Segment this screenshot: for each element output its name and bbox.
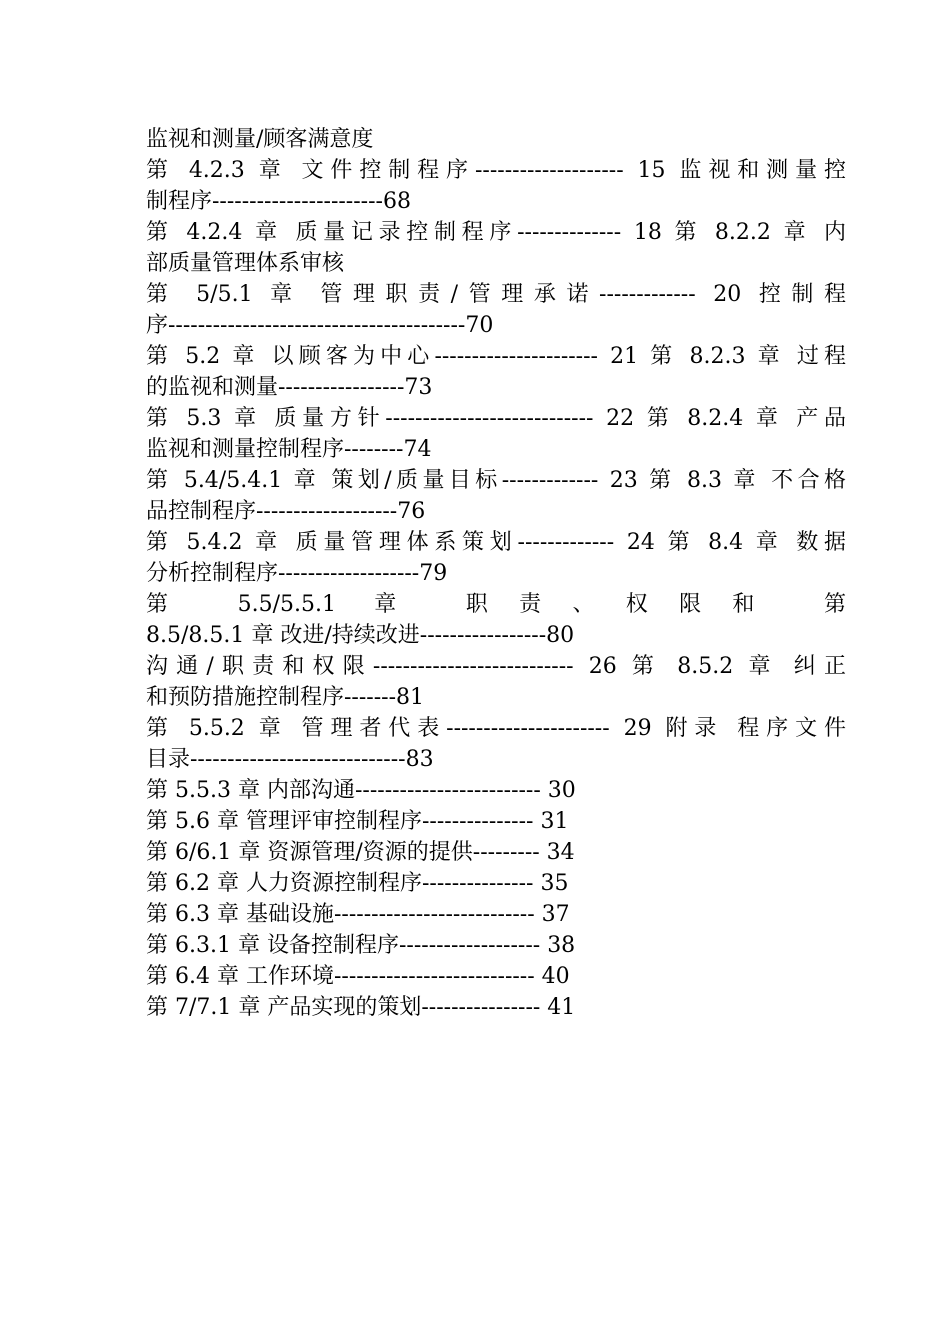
toc-line: 第 5/5.1 章 管理职责/管理承诺------------- 20 控制程 (146, 282, 846, 307)
toc-line: 第 5.5.2 章 管理者代表---------------------- 29 附录 程序文件 (146, 716, 846, 741)
toc-line: 沟通/职责和权限--------------------------- 26 第 8.5.2 章 纠正 (146, 654, 846, 679)
toc-line: 第 5.2 章 以顾客为中心---------------------- 21 第 8.2.3 章 过程 (146, 344, 846, 369)
toc-line: 制程序-----------------------68 (146, 189, 411, 214)
toc-line: 监视和测量/顾客满意度 (146, 127, 374, 152)
toc-line: 的监视和测量-----------------73 (146, 375, 433, 400)
toc-line: 分析控制程序-------------------79 (146, 561, 448, 586)
toc-line: 第 4.2.4 章 质量记录控制程序-------------- 18 第 8.2.2 章 内 (146, 220, 846, 245)
toc-line: 第 5.5.3 章 内部沟通------------------------- 30 (146, 778, 576, 803)
toc-line: 第 5.5/5.5.1 章 职责、权限和 第 (146, 592, 846, 617)
toc-line: 第 6.3.1 章 设备控制程序------------------- 38 (146, 933, 576, 958)
toc-line: 目录-----------------------------83 (146, 747, 434, 772)
toc-line: 序----------------------------------------70 (146, 313, 494, 338)
toc-line: 第 7/7.1 章 产品实现的策划---------------- 41 (146, 995, 576, 1020)
toc-line: 第 5.4/5.4.1 章 策划/质量目标------------- 23 第 8.3 章 不合格 (146, 468, 846, 493)
toc-line: 第 6.3 章 基础设施--------------------------- 37 (146, 902, 570, 927)
toc-line: 第 5.4.2 章 质量管理体系策划------------- 24 第 8.4 章 数据 (146, 530, 846, 555)
toc-line: 部质量管理体系审核 (146, 251, 345, 276)
toc-line: 8.5/8.5.1 章 改进/持续改进-----------------80 (146, 623, 575, 648)
toc-line: 监视和测量控制程序--------74 (146, 437, 432, 462)
toc-line: 和预防措施控制程序-------81 (146, 685, 425, 710)
toc-line: 第 4.2.3 章 文件控制程序-------------------- 15 监视和测量控 (146, 158, 846, 183)
toc-line: 第 6/6.1 章 资源管理/资源的提供--------- 34 (146, 840, 575, 865)
toc-line: 第 5.6 章 管理评审控制程序--------------- 31 (146, 809, 569, 834)
toc-line: 第 6.2 章 人力资源控制程序--------------- 35 (146, 871, 569, 896)
toc-line: 品控制程序-------------------76 (146, 499, 426, 524)
table-of-contents (146, 124, 846, 1023)
toc-line: 第 5.3 章 质量方针---------------------------- 22 第 8.2.4 章 产品 (146, 406, 846, 431)
toc-line: 第 6.4 章 工作环境--------------------------- 40 (146, 964, 570, 989)
